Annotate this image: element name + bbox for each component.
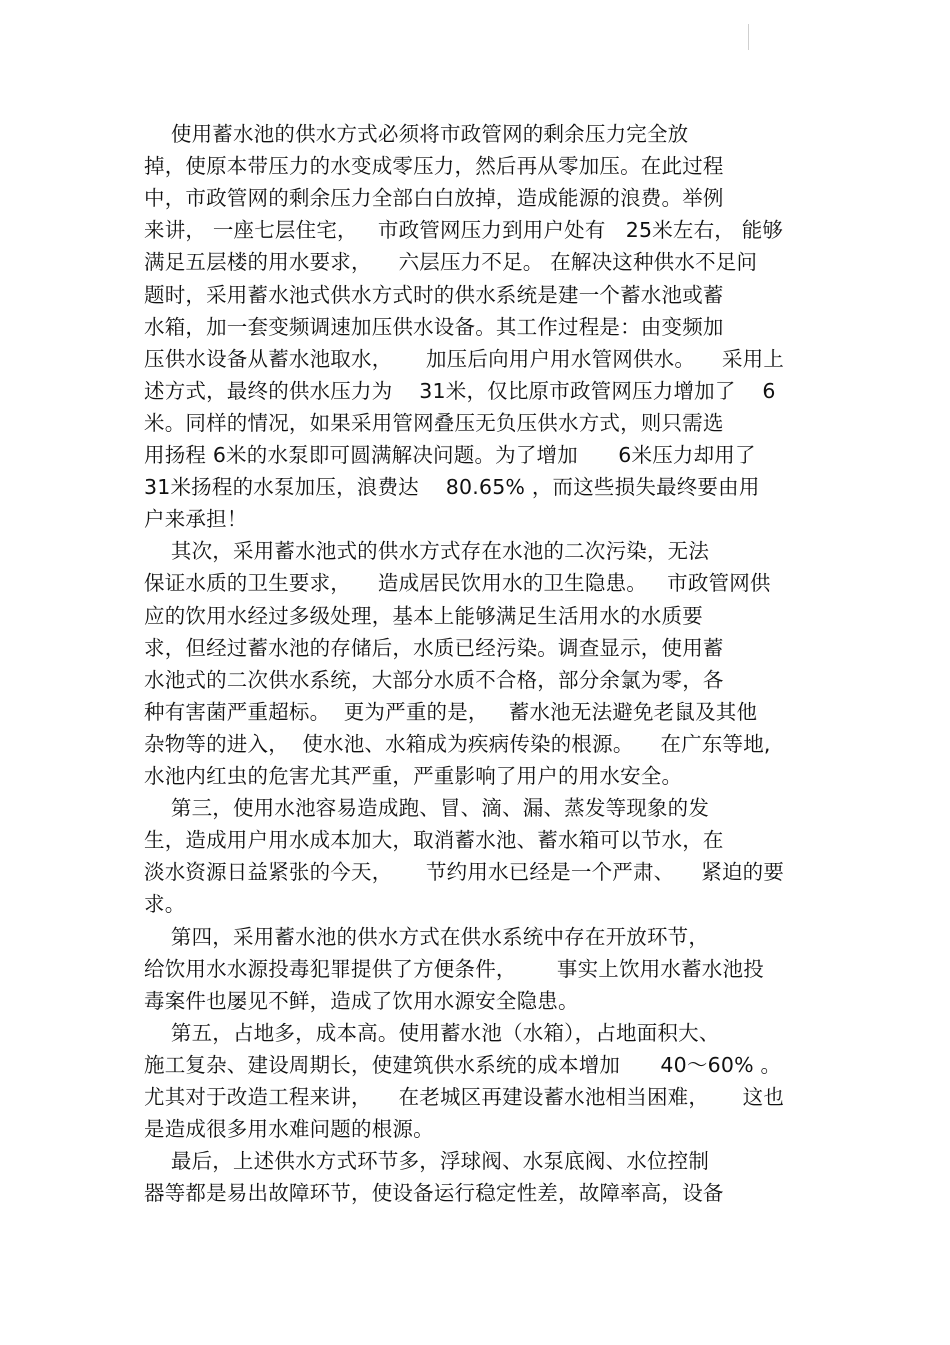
text-line: 水池式的二次供水系统，大部分水质不合格，部分余氯为零，各 — [144, 667, 724, 692]
text-line: 用扬程 6米的水泵即可圆满解决问题。为了增加 6米压力却用了 — [144, 443, 756, 467]
text-line: 生，造成用户用水成本加大，取消蓄水池、蓄水箱可以节水，在 — [144, 828, 724, 853]
text-line: 第四，采用蓄水池的供水方式在供水系统中存在开放环节， — [144, 924, 710, 949]
text-line: 户来承担！ — [144, 507, 248, 532]
text-line: 掉，使原本带压力的水变成零压力，然后再从零加压。在此过程 — [144, 154, 724, 179]
text-line: 保证水质的卫生要求， 造成居民饮用水的卫生隐患。 市政管网供 — [144, 571, 771, 596]
page-corner-mark — [748, 24, 749, 50]
text-line: 淡水资源日益紧张的今天， 节约用水已经是一个严肃、 紧迫的要 — [144, 860, 785, 885]
text-line: 毒案件也屡见不鲜，造成了饮用水源安全隐患。 — [144, 988, 579, 1013]
text-line: 水池内红虫的危害尤其严重，严重影响了用户的用水安全。 — [144, 764, 683, 788]
text-line: 压供水设备从蓄水池取水， 加压后向用户用水管网供水。 采用上 — [144, 346, 785, 371]
text-line: 述方式，最终的供水压力为 31米，仅比原市政管网压力增加了 6 — [144, 378, 776, 403]
text-line: 是造成很多用水难问题的根源。 — [144, 1117, 434, 1142]
text-line: 水箱，加一套变频调速加压供水设备。其工作过程是：由变频加 — [144, 314, 724, 339]
text-line: 尤其对于改造工程来讲， 在老城区再建设蓄水池相当困难， 这也 — [144, 1085, 785, 1109]
text-line: 最后，上述供水方式环节多，浮球阀、水泵底阀、水位控制 — [144, 1149, 710, 1174]
text-line: 使用蓄水池的供水方式必须将市政管网的剩余压力完全放 — [144, 122, 689, 146]
text-line: 第三，使用水池容易造成跑、冒、滴、漏、蒸发等现象的发 — [144, 796, 710, 821]
text-line: 杂物等的进入， 使水池、水箱成为疾病传染的根源。 在广东等地, — [144, 731, 771, 756]
text-line: 种有害菌严重超标。 更为严重的是， 蓄水池无法避免老鼠及其他 — [144, 699, 758, 724]
text-line: 中，市政管网的剩余压力全部白白放掉，造成能源的浪费。举例 — [144, 186, 724, 211]
text-line: 满足五层楼的用水要求， 六层压力不足。 在解决这种供水不足问 — [144, 250, 758, 275]
text-line: 给饮用水水源投毒犯罪提供了方便条件， 事实上饮用水蓄水池投 — [144, 956, 764, 981]
text-line: 31米扬程的水泵加压，浪费达 80.65% ，而这些损失最终要由用 — [144, 475, 760, 500]
text-line: 第五，占地多，成本高。使用蓄水池（水箱），占地面积大、 — [144, 1020, 720, 1045]
text-line: 应的饮用水经过多级处理，基本上能够满足生活用水的水质要 — [144, 603, 703, 628]
text-line: 求，但经过蓄水池的存储后，水质已经污染。调查显示，使用蓄 — [144, 635, 724, 660]
text-line: 器等都是易出故障环节，使设备运行稳定性差，故障率高，设备 — [144, 1181, 724, 1206]
text-line: 其次，采用蓄水池式的供水方式存在水池的二次污染，无法 — [144, 539, 710, 564]
text-line: 题时，采用蓄水池式供水方式时的供水系统是建一个蓄水池或蓄 — [144, 282, 724, 307]
text-line: 施工复杂、建设周期长，使建筑供水系统的成本增加 40～60% 。 — [144, 1052, 782, 1077]
text-line: 求。 — [144, 892, 186, 917]
text-line: 米。同样的情况，如果采用管网叠压无负压供水方式，则只需选 — [144, 410, 724, 435]
text-line: 来讲， 一座七层住宅， 市政管网压力到用户处有 25米左右， 能够 — [144, 218, 784, 243]
